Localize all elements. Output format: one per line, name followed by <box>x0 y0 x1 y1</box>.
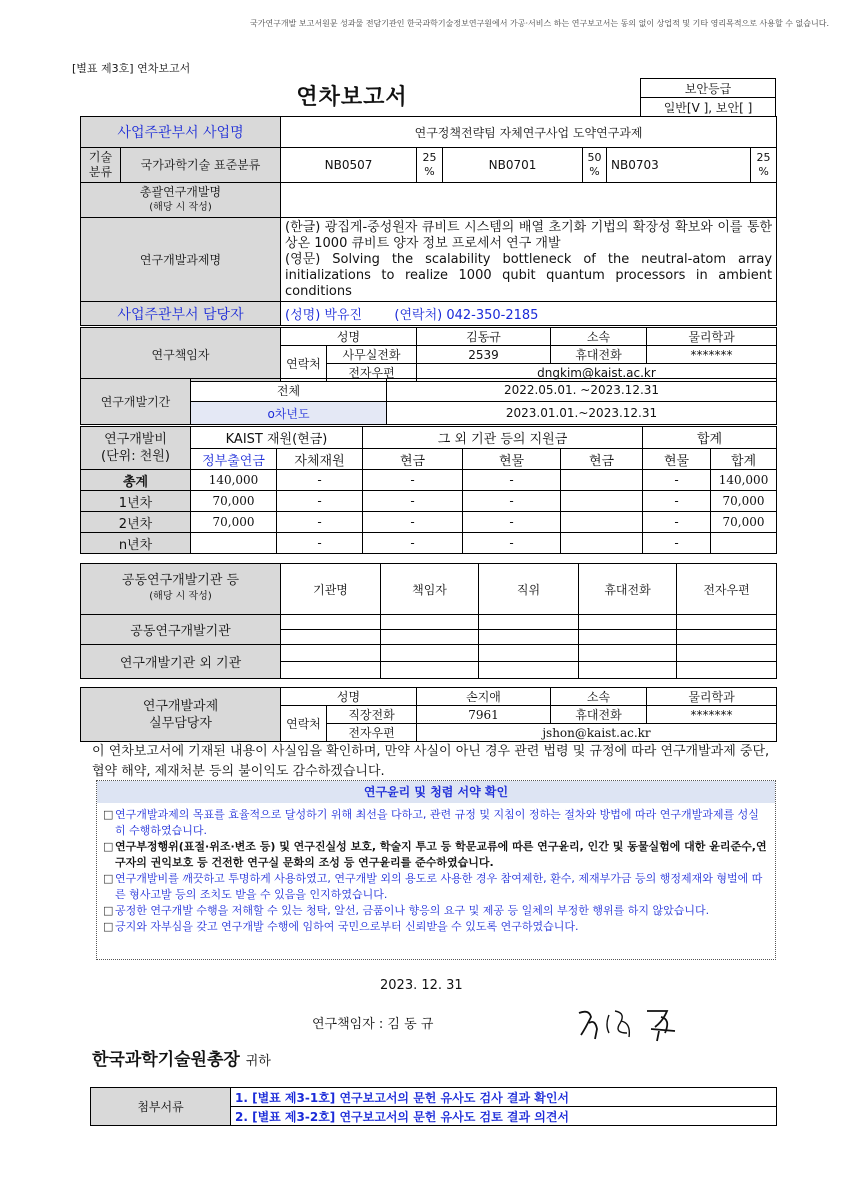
joint-head-lead: 책임자 <box>381 564 479 615</box>
staff-name: 손지애 <box>417 688 551 706</box>
page-title: 연차보고서 <box>296 85 408 110</box>
staff-mobile: ******* <box>647 706 777 724</box>
attachments-table <box>90 1087 777 1126</box>
security-label: 보안등급 <box>641 79 776 98</box>
pi-mobile-label: 휴대전화 <box>551 346 647 364</box>
period-total-label: 전체 <box>191 379 387 402</box>
signer-line: 연구책임자 : 김 동 규 <box>312 1017 434 1032</box>
pi-label: 연구책임자 <box>81 328 281 382</box>
staff-affil-label: 소속 <box>551 688 647 706</box>
staff-table <box>80 687 777 742</box>
pi-office-label: 사무실전화 <box>327 346 417 364</box>
pi-mobile: ******* <box>647 346 777 364</box>
attachment-item: 2. [별표 제3-2호] 연구보고서의 문헌 유사도 검토 결과 의견서 <box>231 1107 777 1126</box>
staff-mobile-label: 휴대전화 <box>551 706 647 724</box>
class-code-2: NB0701 <box>443 148 583 183</box>
pi-affil: 물리학과 <box>647 328 777 346</box>
table-row: 총계 140,000 - - - - 140,000 <box>81 470 777 491</box>
period-year-label: o차년도 <box>191 402 387 425</box>
staff-office: 7961 <box>417 706 551 724</box>
budget-head-gov: 정부출연금 <box>191 449 277 470</box>
ethics-item: □ 연구부정행위(표절·위조·변조 등) 및 연구진실성 보호, 학술지 투고 등 학문교류에 따른 연구윤리, 인간 및 동물실험에 대한 윤리준수,연구자의 권익보호 등 건전한 연구실 문화의 조성 등 연구윤리를 준수하였습니다. <box>103 839 769 871</box>
period-table <box>80 378 777 425</box>
class-code-3: NB0703 <box>607 148 751 183</box>
ethics-title: 연구윤리 및 청렴 서약 확인 <box>97 781 775 803</box>
ethics-item: □ 연구개발비를 깨끗하고 투명하게 사용하였고, 연구개발 외의 용도로 사용한 경우 참여제한, 환수, 제재부가금 등의 행정제재와 형벌에 따른 형사고발 등의 조치도 받을 수 있음을 인지하였습니다. <box>103 871 769 903</box>
joint-head-position: 직위 <box>479 564 579 615</box>
table-row: 1년차 70,000 - - - - 70,000 <box>81 491 777 512</box>
budget-head-sum-kind: 현물 <box>643 449 711 470</box>
period-year: 2023.01.01.~2023.12.31 <box>387 402 777 425</box>
tech-class-label: 기술 분류 <box>81 148 121 183</box>
pi-contact-label: 연락처 <box>281 346 327 382</box>
attestation-text: 이 연차보고서에 기재된 내용이 사실임을 확인하며, 만약 사실이 아닌 경우 관련 법령 및 규정에 따라 연구개발과제 중단, 협약 해약, 제재처분 등의 불이익도 감수하겠습니다. <box>92 744 770 779</box>
ministry-contact-name: (성명) 박유진 <box>285 308 363 323</box>
joint-head-org: 기관명 <box>281 564 381 615</box>
joint-head-mobile: 휴대전화 <box>579 564 677 615</box>
document-date: 2023. 12. 31 <box>380 978 463 993</box>
staff-office-label: 직장전화 <box>327 706 417 724</box>
pi-name: 김동규 <box>417 328 551 346</box>
pi-name-label: 성명 <box>281 328 417 346</box>
ethics-list <box>97 807 775 935</box>
budget-other-label: 그 외 기관 등의 지원금 <box>363 427 643 449</box>
pi-affil-label: 소속 <box>551 328 647 346</box>
ministry-value: 연구정책전략팀 자체연구사업 도약연구과제 <box>281 117 777 148</box>
ethics-item: □ 공정한 연구개발 수행을 저해할 수 있는 청탁, 알선, 금품이나 향응의 요구 및 제공 등 일체의 부정한 행위를 하지 않았습니다. <box>103 903 769 919</box>
budget-label: 연구개발비 (단위: 천원) <box>81 427 191 470</box>
budget-head-kind: 현물 <box>463 449 561 470</box>
ministry-contact-value <box>281 302 777 326</box>
handwritten-signature <box>575 1003 685 1043</box>
budget-head-total: 합계 <box>711 449 777 470</box>
project-name-english: (영문) Solving the scalability bottleneck of the neutral-atom array initializations to realize 1000 qubit quantum processors in ambient conditions <box>285 251 773 299</box>
joint-label: 공동연구개발기관 등 (해당 시 작성) <box>81 564 281 615</box>
budget-head-sum-cash: 현금 <box>561 449 643 470</box>
project-name-korean: (한글) 광집게-중성원자 큐비트 시스템의 배열 초기화 기법의 확장성 확보와 이를 통한 상온 1000 큐비트 양자 정보 프로세서 연구 개발 <box>285 219 773 251</box>
ministry-contact-label: 사업주관부서 담당자 <box>81 302 281 326</box>
project-name-value <box>281 218 777 302</box>
security-box <box>640 78 776 117</box>
joint-row-1: 공동연구개발기관 <box>81 615 281 645</box>
table-row: 2년차 70,000 - - - - 70,000 <box>81 512 777 533</box>
joint-row-2: 연구개발기관 외 기관 <box>81 645 281 679</box>
class-pct-1: 25 % <box>417 148 443 183</box>
info-table <box>80 116 777 326</box>
total-project-label: 총괄연구개발명 (해당 시 작성) <box>81 183 281 218</box>
period-label: 연구개발기간 <box>81 379 191 425</box>
budget-head-cash: 현금 <box>363 449 463 470</box>
staff-email: jshon@kaist.ac.kr <box>417 724 777 742</box>
class-pct-3: 25 % <box>751 148 777 183</box>
staff-contact-label: 연락처 <box>281 706 327 742</box>
staff-label: 연구개발과제 실무담당자 <box>81 688 281 742</box>
total-project-value <box>281 183 777 218</box>
class-pct-2: 50 % <box>583 148 607 183</box>
ethics-pledge-box <box>96 780 776 960</box>
attachments-label: 첨부서류 <box>91 1088 231 1126</box>
ministry-label: 사업주관부서 사업명 <box>81 117 281 148</box>
std-class-label: 국가과학기술 표준분류 <box>121 148 281 183</box>
security-value: 일반[V ], 보안[ ] <box>641 98 776 117</box>
copyright-notice: 국가연구개발 보고서원문 성과물 전담기관인 한국과학기술정보연구원에서 가공·서비스 하는 연구보고서는 동의 없이 상업적 및 기타 영리목적으로 사용할 수 없습니다. <box>250 19 829 28</box>
form-number: [별표 제3호] 연차보고서 <box>72 62 191 75</box>
ministry-contact-phone: (연락처) 042-350-2185 <box>394 308 539 323</box>
addressee: 한국과학기술원총장 귀하 <box>92 1050 271 1070</box>
pi-office: 2539 <box>417 346 551 364</box>
joint-head-email: 전자우편 <box>677 564 777 615</box>
period-total: 2022.05.01. ~2023.12.31 <box>387 379 777 402</box>
budget-kaist-label: KAIST 재원(현금) <box>191 427 363 449</box>
budget-table <box>80 426 777 554</box>
pi-email-label: 전자우편 <box>327 364 417 382</box>
ethics-item: □ 연구개발과제의 목표를 효율적으로 달성하기 위해 최선을 다하고, 관련 규정 및 지침이 정하는 절차와 방법에 따라 연구개발과제를 성실히 수행하였습니다. <box>103 807 769 839</box>
budget-sum-label: 합계 <box>643 427 777 449</box>
staff-name-label: 성명 <box>281 688 417 706</box>
staff-email-label: 전자우편 <box>327 724 417 742</box>
budget-head-own: 자체재원 <box>277 449 363 470</box>
table-row: n년차 - - - - <box>81 533 777 554</box>
ethics-item: □ 긍지와 자부심을 갖고 연구개발 수행에 임하여 국민으로부터 신뢰받을 수 있도록 연구하였습니다. <box>103 919 769 935</box>
joint-table <box>80 563 777 679</box>
staff-affil: 물리학과 <box>647 688 777 706</box>
class-code-1: NB0507 <box>281 148 417 183</box>
attachment-item: 1. [별표 제3-1호] 연구보고서의 문헌 유사도 검사 결과 확인서 <box>231 1088 777 1107</box>
pi-table <box>80 327 777 382</box>
pi-email: dngkim@kaist.ac.kr <box>417 364 777 382</box>
project-name-label: 연구개발과제명 <box>81 218 281 302</box>
